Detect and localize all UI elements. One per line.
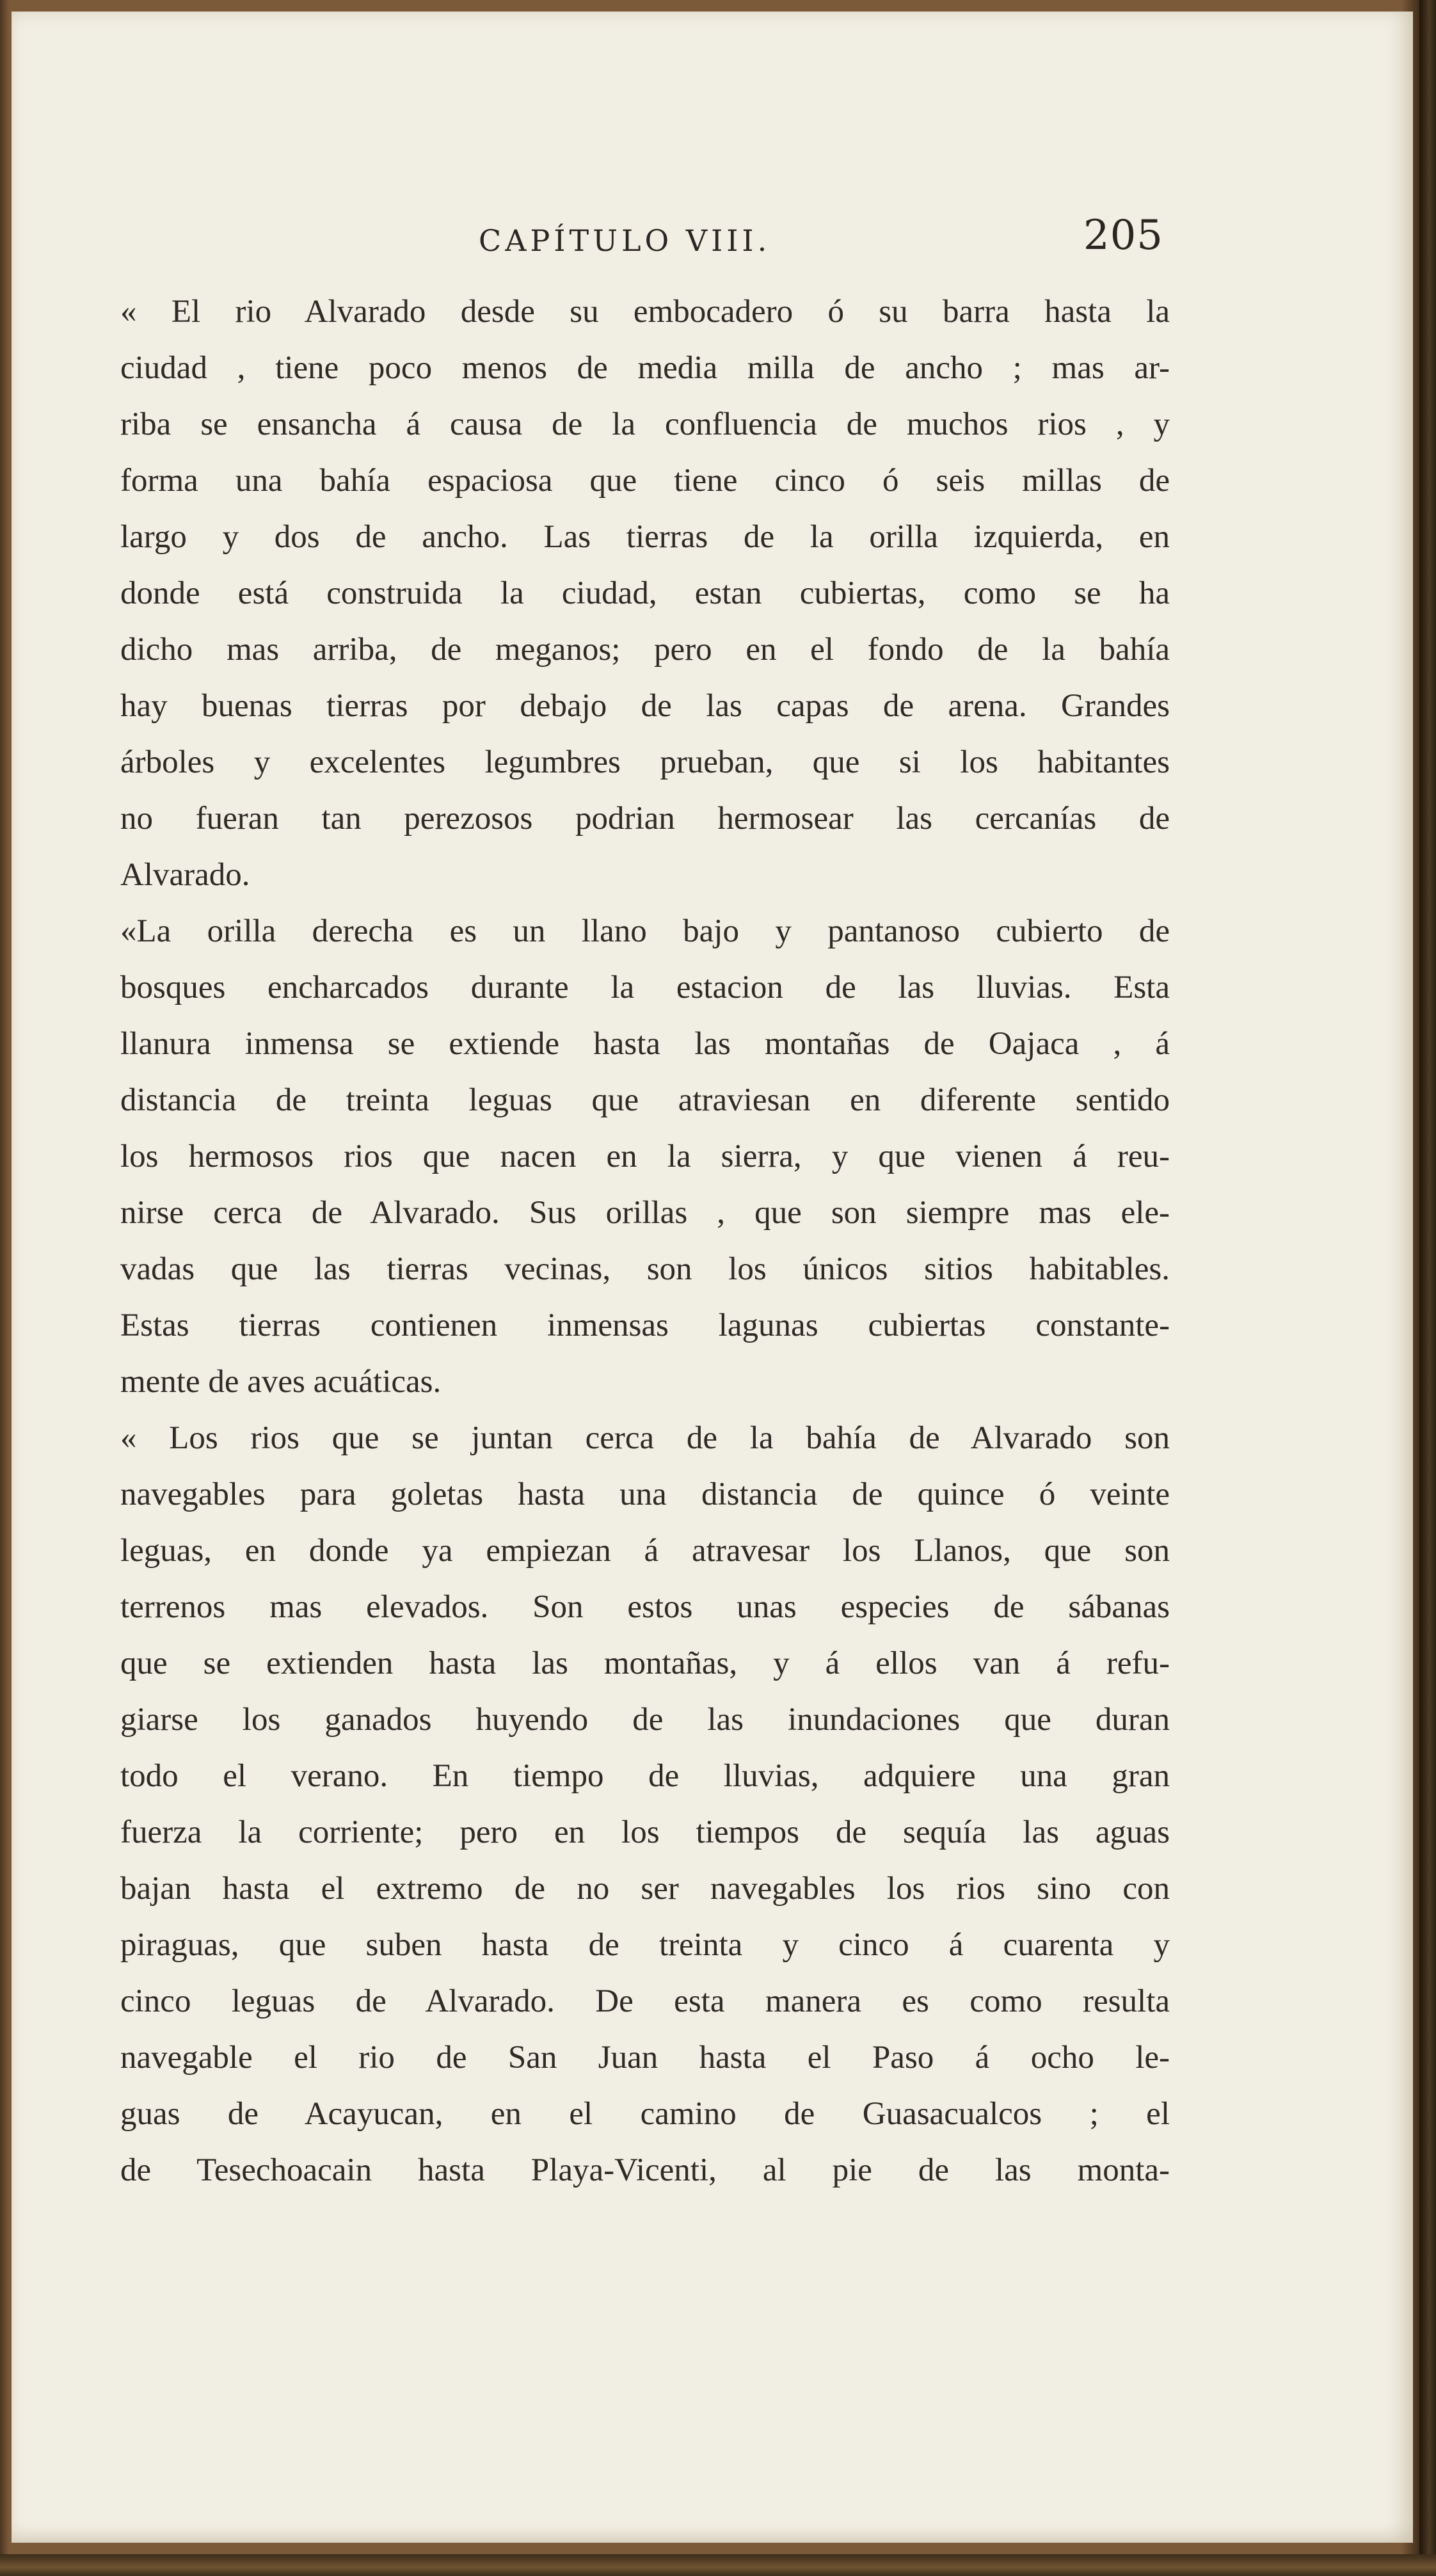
paragraph <box>120 284 1170 903</box>
text-line: no fueran tan perezosos podrian hermosear las cercanías de <box>120 801 1170 836</box>
text-line: nirse cerca de Alvarado. Sus orillas , que son siempre mas ele- <box>120 1195 1170 1231</box>
text-line: ciudad , tiene poco menos de media milla de ancho ; mas ar- <box>120 350 1170 386</box>
body-text <box>120 284 1170 2198</box>
text-line: « Los rios que se juntan cerca de la bahía de Alvarado son <box>120 1420 1170 1456</box>
text-line: árboles y excelentes legumbres prueban, que si los habitantes <box>120 744 1170 780</box>
page-number: 205 <box>1083 212 1163 259</box>
text-line: cinco leguas de Alvarado. De esta manera es como resulta <box>120 1983 1170 2019</box>
text-line: mente de aves acuáticas. <box>120 1364 442 1400</box>
text-line: navegables para goletas hasta una distancia de quince ó veinte <box>120 1476 1170 1512</box>
book-binding-edge <box>1419 0 1436 2576</box>
text-line: bajan hasta el extremo de no ser navegables los rios sino con <box>120 1871 1170 1907</box>
text-line: de Tesechoacain hasta Playa-Vicenti, al pie de las monta- <box>120 2152 1170 2188</box>
text-line: Alvarado. <box>120 857 250 893</box>
text-line: riba se ensancha á causa de la confluencia de muchos rios , y <box>120 406 1170 442</box>
paragraph <box>120 1410 1170 2198</box>
text-line: llanura inmensa se extiende hasta las montañas de Oajaca , á <box>120 1026 1170 1062</box>
book-bottom-edge <box>0 2554 1436 2576</box>
text-line: « El rio Alvarado desde su embocadero ó su barra hasta la <box>120 294 1170 330</box>
text-line: dicho mas arriba, de meganos; pero en el fondo de la bahía <box>120 632 1170 668</box>
text-line: giarse los ganados huyendo de las inundaciones que duran <box>120 1702 1170 1738</box>
text-line: terrenos mas elevados. Son estos unas especies de sábanas <box>120 1589 1170 1625</box>
book-page <box>12 12 1413 2543</box>
text-line: guas de Acayucan, en el camino de Guasacualcos ; el <box>120 2096 1170 2132</box>
paragraph <box>120 903 1170 1410</box>
text-line: los hermosos rios que nacen en la sierra, y que vienen á reu- <box>120 1139 1170 1174</box>
text-line: Estas tierras contienen inmensas lagunas cubiertas constante- <box>120 1308 1170 1343</box>
text-line: navegable el rio de San Juan hasta el Paso á ocho le- <box>120 2040 1170 2076</box>
text-line: distancia de treinta leguas que atraviesan en diferente sentido <box>120 1082 1170 1118</box>
text-line: donde está construida la ciudad, estan cubiertas, como se ha <box>120 575 1170 611</box>
text-line: fuerza la corriente; pero en los tiempos de sequía las aguas <box>120 1814 1170 1850</box>
text-line: bosques encharcados durante la estacion de las lluvias. Esta <box>120 970 1170 1005</box>
text-line: hay buenas tierras por debajo de las capas de arena. Grandes <box>120 688 1170 724</box>
text-line: todo el verano. En tiempo de lluvias, adquiere una gran <box>120 1758 1170 1794</box>
text-line: que se extienden hasta las montañas, y á ellos van á refu- <box>120 1645 1170 1681</box>
text-line: piraguas, que suben hasta de treinta y cinco á cuarenta y <box>120 1927 1170 1963</box>
text-line: largo y dos de ancho. Las tierras de la orilla izquierda, en <box>120 519 1170 555</box>
text-line: leguas, en donde ya empiezan á atravesar los Llanos, que son <box>120 1533 1170 1569</box>
running-head <box>127 207 1163 277</box>
text-line: «La orilla derecha es un llano bajo y pantanoso cubierto de <box>120 913 1170 949</box>
text-line: forma una bahía espaciosa que tiene cinco ó seis millas de <box>120 463 1170 499</box>
chapter-heading: CAPÍTULO VIII. <box>479 223 771 258</box>
text-line: vadas que las tierras vecinas, son los únicos sitios habitables. <box>120 1251 1170 1287</box>
